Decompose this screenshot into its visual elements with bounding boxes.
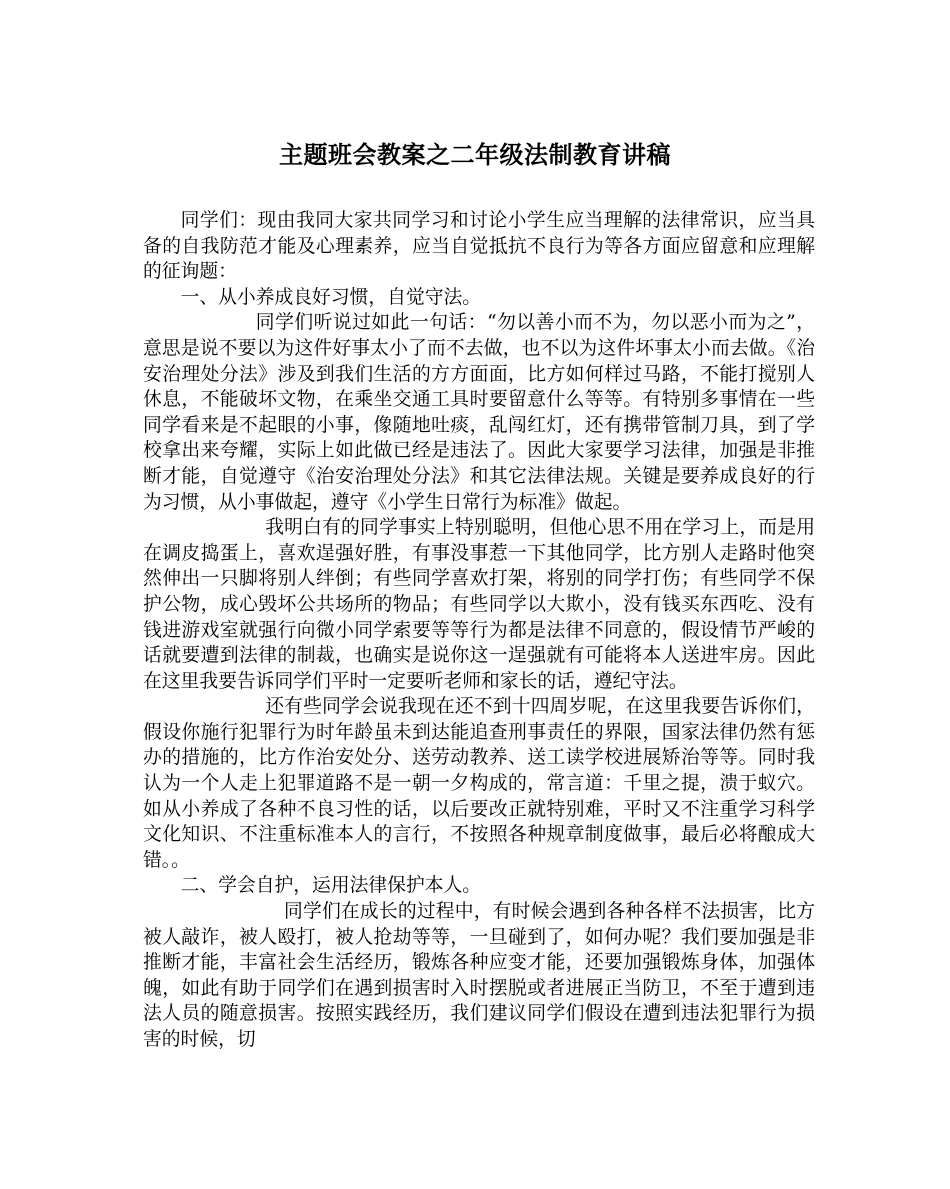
paragraph-habits: 同学们听说过如此一句话：“勿以善小而不为，勿以恶小而为之”，意思是说不要以为这件好事太小了而不去做，也不以为这件坏事太小而去做。《治安治理处分法》涉及到我们生活的方方面面，比方如何样过马路，不能打搅别人休息，不能破坏文物，在乘坐交通工具时要留意什么等等。有特别多事情在一些同学看来是不起眼的小事，像随地吐痰，乱闯红灯，还有携带管制刀具，到了学校拿出来夸耀，实际上如此做已经是违法了。因此大家要学习法律，加强是非推断才能，自觉遵守《治安治理处分法》和其它法律法规。关键是要养成良好的行为习惯，从小事做起，遵守《小学生日常行为标准》做起。 bbox=[143, 312, 815, 513]
paragraph-age: 还有些同学会说我现在还不到十四周岁呢，在这里我要告诉你们，假设你施行犯罪行为时年龄虽未到达能追查刑事责任的界限，国家法律仍然有惩办的措施的，比方作治安处分、送劳动教养、送工读学校进展矫治等等。同时我认为一个人走上犯罪道路不是一朝一夕构成的，常言道：千里之提，溃于蚁穴。如从小养成了各种不良习性的话，以后要改正就特别难，平时又不注重学习科学文化知识、不注重标准本人的言行，不按照各种规章制度做事，最后必将酿成大错。。 bbox=[143, 696, 815, 871]
document-body bbox=[143, 208, 815, 1053]
section-heading-2: 二、学会自护，运用法律保护本人。 bbox=[180, 875, 482, 897]
paragraph-behavior: 我明白有的同学事实上特别聪明，但他心思不用在学习上，而是用在调皮捣蛋上，喜欢逞强好胜，有事没事惹一下其他同学，比方别人走路时他突然伸出一只脚将别人绊倒；有些同学喜欢打架，将别的同学打伤；有些同学不保护公物，成心毁坏公共场所的物品；有些同学以大欺小，没有钱买东西吃、没有钱进游戏室就强行向微小同学索要等等行为都是法律不同意的，假设情节严峻的话就要遭到法律的制裁，也确实是说你这一逞强就有可能将本人送进牢房。因此在这里我要告诉同学们平时一定要听老师和家长的话，遵纪守法。 bbox=[143, 517, 815, 692]
section-heading-1: 一、从小养成良好习惯，自觉守法。 bbox=[180, 286, 482, 308]
paragraph-intro: 同学们：现由我同大家共同学习和讨论小学生应当理解的法律常识，应当具备的自我防范才能及心理素养，应当自觉抵抗不良行为等各方面应留意和应理解的征询题： bbox=[143, 210, 815, 283]
paragraph-self-protection: 同学们在成长的过程中，有时候会遇到各种各样不法损害，比方被人敲诈，被人殴打，被人抢劫等等，一旦碰到了，如何办呢？我们要加强是非推断才能，丰富社会生活经历，锻炼各种应变才能，还要加强锻炼身体，加强体魄，如此有助于同学们在遇到损害时入时摆脱或者进展正当防卫，不至于遭到违法人员的随意损害。按照实践经历，我们建议同学们假设在遭到违法犯罪行为损害的时候，切 bbox=[143, 901, 815, 1050]
document-title: 主题班会教案之二年级法制教育讲稿 bbox=[279, 140, 671, 169]
